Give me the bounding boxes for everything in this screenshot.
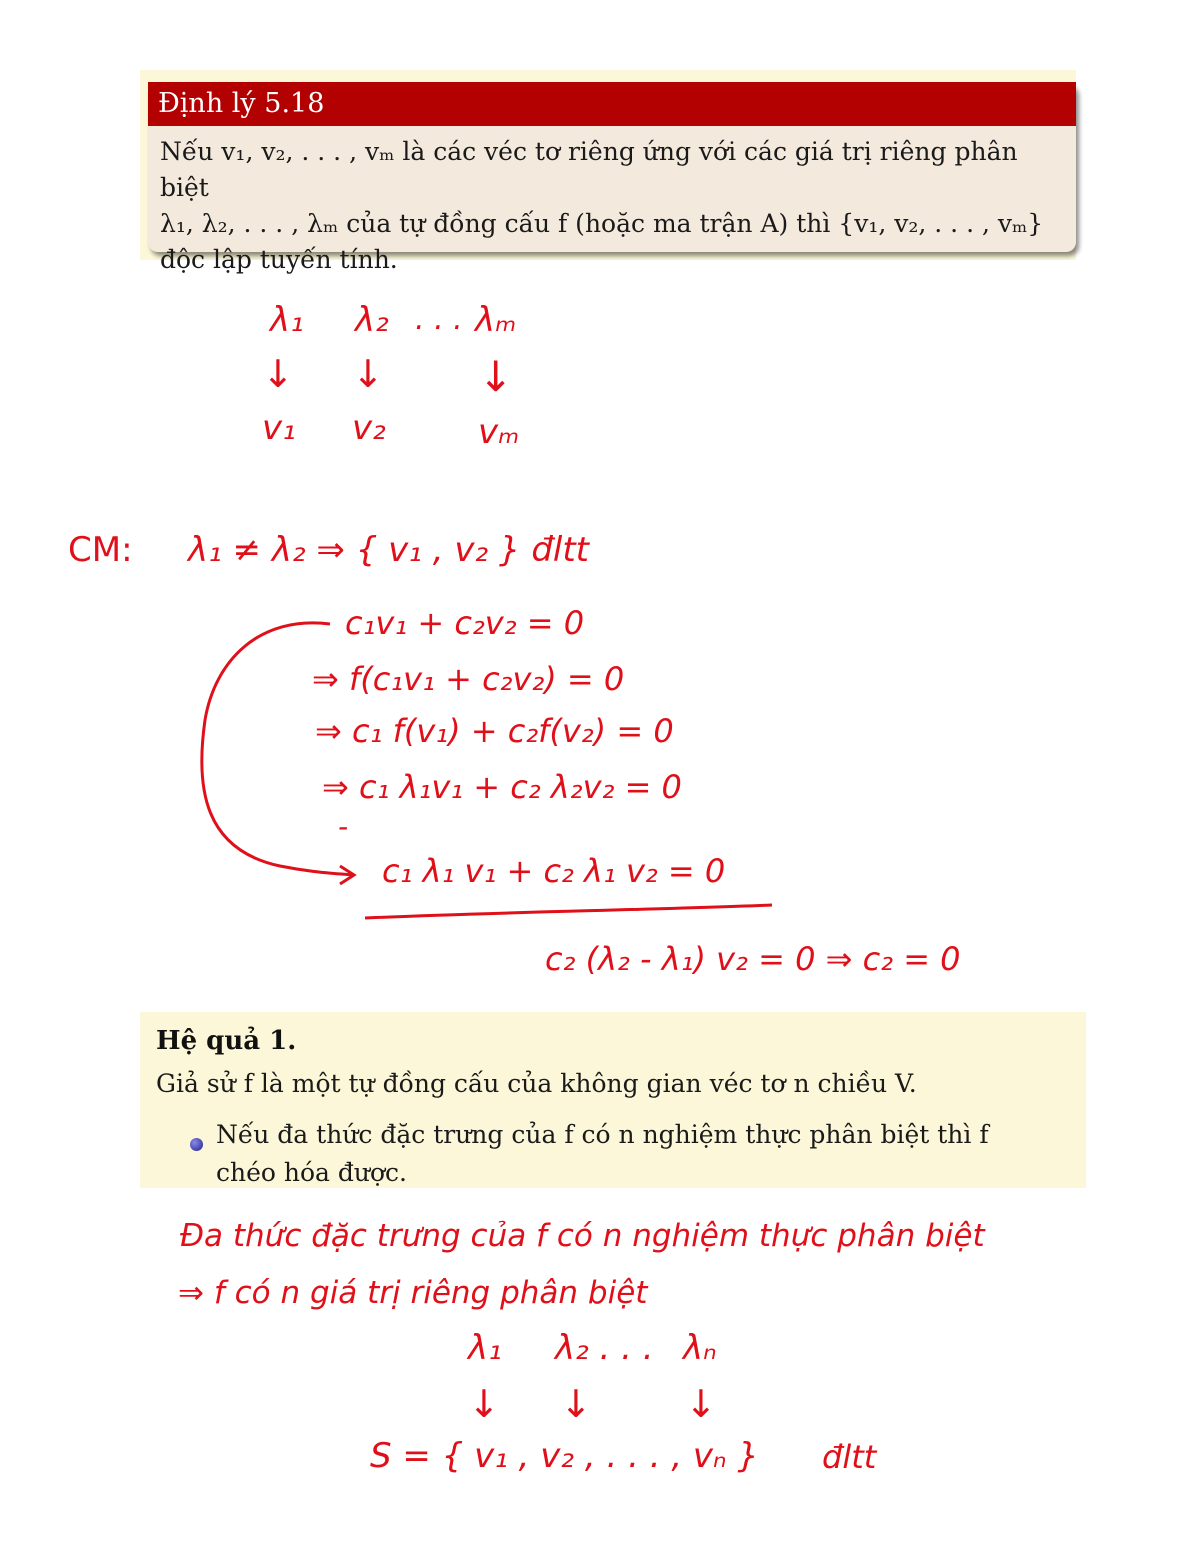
proof-result: c₂ (λ₂ - λ₁) v₂ = 0 ⇒ c₂ = 0 bbox=[545, 940, 961, 978]
bullet-icon bbox=[190, 1138, 203, 1151]
theorem-line-1: Nếu v₁, v₂, . . . , vₘ là các véc tơ riêng ứng với các giá trị riêng phân biệt bbox=[160, 137, 1018, 202]
corollary-bullet-line-1: Nếu đa thức đặc trưng của f có n nghiệm thực phân biệt thì f bbox=[216, 1120, 989, 1149]
note-bottom-set-suffix: đltt bbox=[822, 1438, 877, 1476]
proof-step-4: ⇒ c₁ λ₁v₁ + c₂ λ₂v₂ = 0 bbox=[322, 768, 682, 806]
note-vector-1: v₁ bbox=[262, 408, 296, 448]
corollary-bullet-line-2: chéo hóa được. bbox=[216, 1158, 408, 1187]
note-vector-2: v₂ bbox=[352, 408, 386, 448]
note-bottom-lambda-1: λ₁ bbox=[468, 1328, 502, 1368]
note-bottom-arrow-n: ↓ bbox=[685, 1382, 717, 1426]
proof-dash: - bbox=[338, 810, 349, 843]
note-bottom-lambda-2: λ₂ . . . bbox=[555, 1328, 654, 1368]
proof-step-1: c₁v₁ + c₂v₂ = 0 bbox=[345, 604, 585, 642]
theorem-line-3: độc lập tuyến tính. bbox=[160, 245, 398, 274]
note-lambda-2: λ₂ bbox=[355, 300, 389, 340]
theorem-line-2: λ₁, λ₂, . . . , λₘ của tự đồng cấu f (hoặc ma trận A) thì {v₁, v₂, . . . , vₘ} bbox=[160, 209, 1044, 238]
note-arrow-m: ↓ bbox=[478, 352, 514, 401]
note-lambda-m: λₘ bbox=[475, 300, 517, 340]
note-bottom-lambda-n: λₙ bbox=[683, 1328, 717, 1368]
note-lambda-1: λ₁ bbox=[270, 300, 304, 340]
proof-step-2: ⇒ f(c₁v₁ + c₂v₂) = 0 bbox=[312, 660, 625, 698]
proof-label: CM: bbox=[68, 530, 133, 570]
proof-step-5: c₁ λ₁ v₁ + c₂ λ₁ v₂ = 0 bbox=[382, 852, 726, 890]
proof-curved-arrow bbox=[202, 623, 352, 875]
note-arrow-2: ↓ bbox=[352, 352, 384, 396]
note-bottom-line-2: ⇒ f có n giá trị riêng phân biệt bbox=[178, 1275, 648, 1311]
note-bottom-arrow-2: ↓ bbox=[560, 1382, 592, 1426]
proof-subtraction-line bbox=[365, 905, 772, 918]
corollary-title: Hệ quả 1. bbox=[156, 1026, 297, 1056]
corollary-intro: Giả sử f là một tự đồng cấu của không gian véc tơ n chiều V. bbox=[156, 1069, 917, 1098]
note-lambda-dots: . . . bbox=[415, 302, 463, 337]
note-bottom-arrow-1: ↓ bbox=[468, 1382, 500, 1426]
note-vector-m: vₘ bbox=[478, 412, 520, 452]
proof-claim: λ₁ ≠ λ₂ ⇒ { v₁ , v₂ } đltt bbox=[188, 530, 590, 570]
corollary-bullet bbox=[216, 1116, 1078, 1192]
proof-step-3: ⇒ c₁ f(v₁) + c₂f(v₂) = 0 bbox=[315, 712, 674, 750]
note-bottom-set: S = { v₁ , v₂ , . . . , vₙ } bbox=[370, 1436, 760, 1476]
note-arrow-1: ↓ bbox=[262, 352, 294, 396]
theorem-header: Định lý 5.18 bbox=[148, 82, 1076, 126]
note-bottom-line-1: Đa thức đặc trưng của f có n nghiệm thực phân biệt bbox=[180, 1218, 985, 1254]
corollary-box bbox=[140, 1012, 1086, 1188]
